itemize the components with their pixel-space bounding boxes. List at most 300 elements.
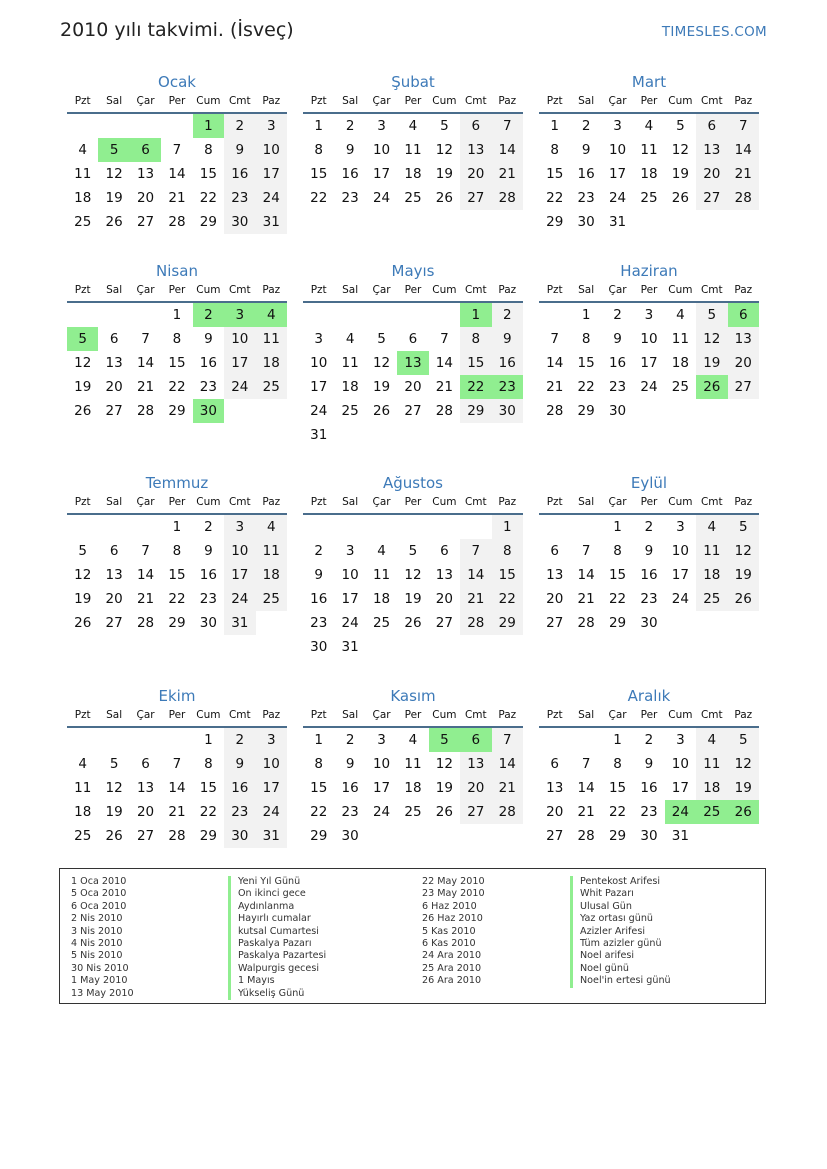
weekday-label: Cmt [464, 95, 487, 107]
day-cell: 21 [168, 804, 186, 820]
day-cell: 9 [644, 543, 654, 559]
day-cell: 25 [696, 587, 727, 611]
day-cell: 27 [136, 828, 155, 844]
weekday-label: Sal [106, 95, 123, 107]
day-cell: 2 [224, 114, 255, 138]
day-cell: 17 [224, 351, 255, 375]
day-cell: 16 [640, 780, 658, 796]
day-cell: 20 [105, 379, 123, 395]
day-cell: 2 [314, 543, 323, 559]
holiday-day-cell: 23 [492, 375, 523, 399]
day-cell: 18 [74, 804, 92, 820]
weekday-label: Per [640, 496, 658, 508]
day-cell: 23 [224, 186, 255, 210]
month-name: Ekim [158, 687, 196, 705]
day-cell: 16 [341, 780, 359, 796]
day-cell: 30 [341, 828, 359, 844]
day-cell: 21 [168, 190, 186, 206]
empty-cell [130, 515, 161, 539]
day-cell: 8 [172, 543, 182, 559]
legend-holiday-name: Yeni Yıl Günü [228, 876, 326, 888]
day-cell: 4 [644, 118, 654, 134]
weekday-label: Cum [432, 709, 457, 721]
weekday-label: Per [404, 284, 422, 296]
day-cell: 17 [671, 780, 689, 796]
day-cell: 14 [577, 780, 595, 796]
day-cell: 21 [136, 379, 155, 395]
legend-holiday-name: 1 Mayıs [228, 975, 326, 987]
day-cell: 5 [377, 331, 386, 347]
day-cell: 17 [224, 563, 255, 587]
day-cell: 12 [696, 327, 727, 351]
day-cell: 1 [314, 732, 323, 748]
month-9 [539, 471, 759, 635]
day-cell: 4 [78, 756, 87, 772]
day-cell: 17 [372, 780, 391, 796]
empty-cell [397, 303, 428, 327]
weekday-label: Cmt [464, 496, 487, 508]
day-cell: 22 [546, 190, 564, 206]
weekday-label: Sal [342, 709, 359, 721]
day-cell: 27 [136, 214, 155, 230]
weekday-header [539, 495, 759, 515]
day-cell: 10 [310, 355, 328, 371]
legend-holiday-name: Paskalya Pazartesi [228, 950, 326, 962]
day-cell: 23 [608, 379, 627, 395]
legend-holiday-name: Paskalya Pazarı [228, 938, 326, 950]
day-cell: 4 [78, 142, 87, 158]
month-11 [303, 684, 523, 848]
day-cell: 26 [372, 403, 391, 419]
day-cell: 6 [141, 756, 150, 772]
day-cell: 10 [372, 756, 391, 772]
day-cell: 7 [141, 543, 150, 559]
weekday-label: Paz [262, 95, 281, 107]
day-cell: 13 [460, 138, 491, 162]
day-cell: 2 [581, 118, 591, 134]
legend-date: 5 Nis 2010 [71, 950, 123, 962]
day-cell: 7 [460, 539, 491, 563]
day-cell: 5 [408, 543, 418, 559]
day-cell: 8 [581, 331, 591, 347]
day-cell: 9 [224, 138, 255, 162]
legend-holiday-name: Ulusal Gün [570, 901, 671, 913]
day-cell: 12 [105, 780, 123, 796]
weekday-header [303, 708, 523, 728]
legend-holiday-name: Azizler Arifesi [570, 926, 671, 938]
legend-right-names [570, 876, 671, 988]
day-cell: 4 [408, 732, 418, 748]
day-grid [539, 114, 759, 234]
day-cell: 23 [341, 804, 359, 820]
weekday-label: Cmt [464, 709, 487, 721]
day-cell: 21 [546, 379, 564, 395]
holiday-day-cell: 6 [728, 303, 759, 327]
month-name: Temmuz [145, 474, 209, 492]
weekday-label: Sal [578, 95, 595, 107]
day-cell: 11 [341, 355, 359, 371]
site-link[interactable]: TIMESLES.COM [661, 24, 767, 40]
day-cell: 23 [199, 379, 217, 395]
legend-date: 5 Oca 2010 [71, 888, 127, 900]
day-cell: 20 [136, 804, 155, 820]
weekday-label: Çar [372, 496, 391, 508]
day-cell: 21 [577, 804, 595, 820]
month-12 [539, 684, 759, 848]
day-cell: 10 [224, 327, 255, 351]
legend-date: 23 May 2010 [422, 888, 485, 900]
day-cell: 3 [377, 732, 386, 748]
day-cell: 30 [199, 615, 217, 631]
empty-cell [539, 728, 570, 752]
day-cell: 30 [224, 210, 255, 234]
holiday-day-cell: 3 [224, 303, 255, 327]
legend-date: 1 Oca 2010 [71, 876, 127, 887]
empty-cell [334, 303, 365, 327]
weekday-label: Cum [432, 496, 457, 508]
day-cell: 8 [204, 142, 213, 158]
weekday-header [539, 708, 759, 728]
empty-cell [67, 114, 98, 138]
day-cell: 28 [460, 611, 491, 635]
weekday-label: Paz [734, 284, 753, 296]
month-name: Mayıs [391, 262, 435, 280]
day-cell: 29 [199, 828, 217, 844]
day-cell: 10 [608, 142, 627, 158]
day-cell: 8 [204, 756, 213, 772]
day-cell: 26 [435, 804, 453, 820]
day-cell: 17 [640, 355, 658, 371]
day-cell: 6 [460, 114, 491, 138]
day-cell: 23 [640, 591, 658, 607]
empty-cell [334, 515, 365, 539]
day-cell: 14 [492, 138, 523, 162]
day-cell: 18 [696, 776, 727, 800]
day-cell: 20 [136, 190, 155, 206]
day-cell: 7 [172, 756, 182, 772]
weekday-label: Sal [342, 496, 359, 508]
day-cell: 16 [640, 567, 658, 583]
legend-date: 25 Ara 2010 [422, 962, 482, 974]
day-cell: 2 [644, 732, 654, 748]
empty-cell [130, 728, 161, 752]
day-cell: 15 [310, 780, 328, 796]
day-cell: 22 [608, 591, 627, 607]
day-cell: 7 [581, 543, 591, 559]
day-cell: 7 [172, 142, 182, 158]
legend-date: 26 Haz 2010 [422, 913, 483, 925]
month-name: Eylül [630, 474, 668, 492]
legend-holiday-name: Noel'in ertesi günü [570, 975, 671, 987]
day-cell: 19 [696, 351, 727, 375]
day-cell: 19 [74, 591, 92, 607]
day-cell: 14 [577, 567, 595, 583]
day-cell: 3 [256, 114, 287, 138]
legend-holiday-name: Noel arifesi [570, 950, 671, 962]
day-cell: 8 [613, 756, 622, 772]
month-name: Nisan [156, 262, 198, 280]
day-cell: 18 [640, 166, 658, 182]
legend-date: 6 Oca 2010 [71, 900, 127, 912]
day-cell: 6 [550, 543, 559, 559]
day-cell: 3 [676, 732, 685, 748]
day-cell: 2 [345, 118, 355, 134]
legend-date: 2 Nis 2010 [71, 913, 123, 925]
day-cell: 12 [74, 355, 92, 371]
day-cell: 14 [435, 355, 453, 371]
day-cell: 12 [728, 539, 759, 563]
day-cell: 20 [435, 591, 453, 607]
day-cell: 28 [492, 186, 523, 210]
day-cell: 15 [168, 567, 186, 583]
weekday-label: Cmt [228, 95, 251, 107]
day-cell: 16 [199, 567, 217, 583]
weekday-label: Pzt [310, 284, 327, 296]
weekday-label: Çar [136, 95, 155, 107]
legend-holiday-name: On ikinci gece [228, 888, 326, 900]
day-cell: 30 [310, 639, 328, 655]
legend-right-dates [422, 876, 485, 988]
day-cell: 1 [314, 118, 323, 134]
day-cell: 28 [136, 403, 155, 419]
weekday-label: Paz [498, 496, 517, 508]
day-cell: 4 [345, 331, 355, 347]
day-cell: 27 [105, 403, 123, 419]
day-cell: 8 [613, 543, 622, 559]
weekday-label: Çar [136, 709, 155, 721]
weekday-label: Per [404, 95, 422, 107]
legend-holiday-name: kutsal Cumartesi [228, 926, 326, 938]
day-cell: 22 [608, 804, 627, 820]
month-name: Ocak [158, 73, 196, 91]
day-cell: 21 [136, 591, 155, 607]
weekday-label: Sal [106, 284, 123, 296]
legend-date: 6 Haz 2010 [422, 900, 477, 912]
day-cell: 4 [408, 118, 418, 134]
weekday-label: Cmt [700, 284, 723, 296]
day-cell: 5 [728, 515, 759, 539]
day-cell: 31 [224, 611, 255, 635]
day-cell: 12 [435, 142, 453, 158]
empty-cell [397, 515, 428, 539]
holiday-day-cell: 1 [460, 303, 491, 327]
day-cell: 26 [728, 587, 759, 611]
legend-holiday-name: Tüm azizler günü [570, 938, 671, 950]
weekday-label: Çar [136, 284, 155, 296]
empty-cell [303, 515, 334, 539]
day-cell: 11 [696, 752, 727, 776]
day-cell: 17 [608, 166, 627, 182]
day-cell: 9 [204, 331, 213, 347]
weekday-label: Sal [578, 496, 595, 508]
weekday-label: Sal [342, 95, 359, 107]
day-cell: 13 [460, 752, 491, 776]
weekday-header [67, 708, 287, 728]
day-cell: 18 [341, 379, 359, 395]
day-cell: 27 [435, 615, 453, 631]
legend-date: 6 Kas 2010 [422, 938, 476, 950]
day-cell: 25 [74, 214, 92, 230]
legend-date: 3 Nis 2010 [71, 925, 123, 937]
weekday-label: Çar [372, 709, 391, 721]
day-cell: 7 [141, 331, 150, 347]
legend-left-names [228, 876, 326, 1000]
legend-date: 22 May 2010 [422, 876, 485, 887]
day-cell: 24 [224, 375, 255, 399]
empty-cell [539, 303, 570, 327]
day-cell: 11 [74, 166, 92, 182]
day-cell: 17 [341, 591, 359, 607]
day-grid [539, 515, 759, 635]
legend-holiday-name: Yükseliş Günü [228, 988, 326, 1000]
weekday-label: Cum [196, 95, 221, 107]
day-cell: 10 [341, 567, 359, 583]
day-cell: 12 [435, 756, 453, 772]
day-cell: 10 [256, 138, 287, 162]
day-cell: 22 [310, 804, 328, 820]
day-cell: 5 [440, 118, 449, 134]
weekday-label: Cum [668, 496, 693, 508]
weekday-label: Cmt [700, 95, 723, 107]
day-cell: 27 [546, 615, 564, 631]
day-grid [539, 728, 759, 848]
legend-left-dates [71, 876, 134, 1000]
month-name: Kasım [390, 687, 436, 705]
day-cell: 3 [345, 543, 355, 559]
weekday-label: Paz [262, 284, 281, 296]
day-cell: 18 [671, 355, 689, 371]
day-cell: 3 [644, 307, 654, 323]
weekday-label: Çar [608, 709, 627, 721]
weekday-label: Per [168, 496, 186, 508]
day-cell: 29 [168, 615, 186, 631]
weekday-label: Per [168, 709, 186, 721]
weekday-label: Per [168, 95, 186, 107]
day-cell: 27 [546, 828, 564, 844]
day-cell: 14 [136, 355, 155, 371]
day-cell: 22 [310, 190, 328, 206]
day-cell: 4 [676, 307, 685, 323]
day-cell: 3 [314, 331, 323, 347]
holiday-day-cell: 2 [193, 303, 224, 327]
day-cell: 27 [460, 800, 491, 824]
day-cell: 20 [696, 162, 727, 186]
legend-holiday-name: Noel günü [570, 963, 671, 975]
day-cell: 1 [550, 118, 559, 134]
day-cell: 24 [640, 379, 658, 395]
day-cell: 21 [460, 587, 491, 611]
weekday-label: Cum [196, 496, 221, 508]
weekday-label: Pzt [546, 284, 563, 296]
day-cell: 26 [74, 403, 92, 419]
day-cell: 17 [671, 567, 689, 583]
day-cell: 24 [256, 800, 287, 824]
day-cell: 11 [256, 327, 287, 351]
day-cell: 18 [74, 190, 92, 206]
day-cell: 14 [492, 752, 523, 776]
holiday-day-cell: 5 [429, 728, 460, 752]
weekday-label: Cmt [700, 709, 723, 721]
legend-holiday-name: Walpurgis gecesi [228, 963, 326, 975]
day-cell: 11 [404, 756, 422, 772]
day-cell: 3 [377, 118, 386, 134]
day-cell: 24 [372, 804, 391, 820]
day-cell: 30 [224, 824, 255, 848]
day-cell: 4 [256, 515, 287, 539]
day-cell: 16 [310, 591, 328, 607]
weekday-label: Cmt [228, 496, 251, 508]
empty-cell [303, 303, 334, 327]
day-cell: 31 [671, 828, 689, 844]
day-cell: 25 [404, 804, 422, 820]
holiday-day-cell: 1 [193, 114, 224, 138]
day-cell: 13 [435, 567, 453, 583]
day-cell: 13 [136, 780, 155, 796]
day-cell: 28 [136, 615, 155, 631]
day-cell: 13 [696, 138, 727, 162]
day-cell: 10 [372, 142, 391, 158]
empty-cell [429, 303, 460, 327]
day-cell: 8 [550, 142, 559, 158]
weekday-label: Pzt [310, 709, 327, 721]
weekday-header [303, 495, 523, 515]
weekday-label: Paz [734, 709, 753, 721]
empty-cell [366, 515, 397, 539]
weekday-label: Çar [608, 284, 627, 296]
day-cell: 16 [341, 166, 359, 182]
month-name: Haziran [620, 262, 678, 280]
day-cell: 6 [109, 331, 119, 347]
empty-cell [570, 515, 601, 539]
holiday-day-cell: 24 [665, 800, 696, 824]
month-7 [67, 471, 287, 635]
day-cell: 19 [435, 780, 453, 796]
day-cell: 19 [435, 166, 453, 182]
weekday-label: Cum [668, 709, 693, 721]
day-cell: 15 [199, 780, 217, 796]
day-cell: 13 [105, 567, 123, 583]
day-cell: 30 [608, 403, 627, 419]
day-cell: 1 [613, 732, 622, 748]
day-cell: 20 [105, 591, 123, 607]
day-cell: 2 [224, 728, 255, 752]
day-cell: 6 [408, 331, 418, 347]
day-cell: 28 [577, 615, 595, 631]
day-cell: 25 [74, 828, 92, 844]
day-cell: 25 [404, 190, 422, 206]
day-cell: 27 [728, 375, 759, 399]
day-cell: 16 [224, 776, 255, 800]
weekday-label: Paz [734, 95, 753, 107]
day-cell: 12 [74, 567, 92, 583]
weekday-label: Çar [608, 496, 627, 508]
weekday-label: Pzt [74, 709, 91, 721]
weekday-header [539, 283, 759, 303]
day-cell: 29 [460, 399, 491, 423]
empty-cell [429, 515, 460, 539]
day-cell: 3 [676, 519, 685, 535]
weekday-label: Çar [372, 95, 391, 107]
holiday-day-cell: 6 [130, 138, 161, 162]
day-grid [303, 728, 523, 848]
day-cell: 25 [256, 375, 287, 399]
holiday-legend [59, 868, 766, 1004]
weekday-label: Pzt [74, 95, 91, 107]
day-cell: 19 [372, 379, 391, 395]
day-cell: 15 [608, 567, 627, 583]
empty-cell [67, 303, 98, 327]
empty-cell [67, 515, 98, 539]
